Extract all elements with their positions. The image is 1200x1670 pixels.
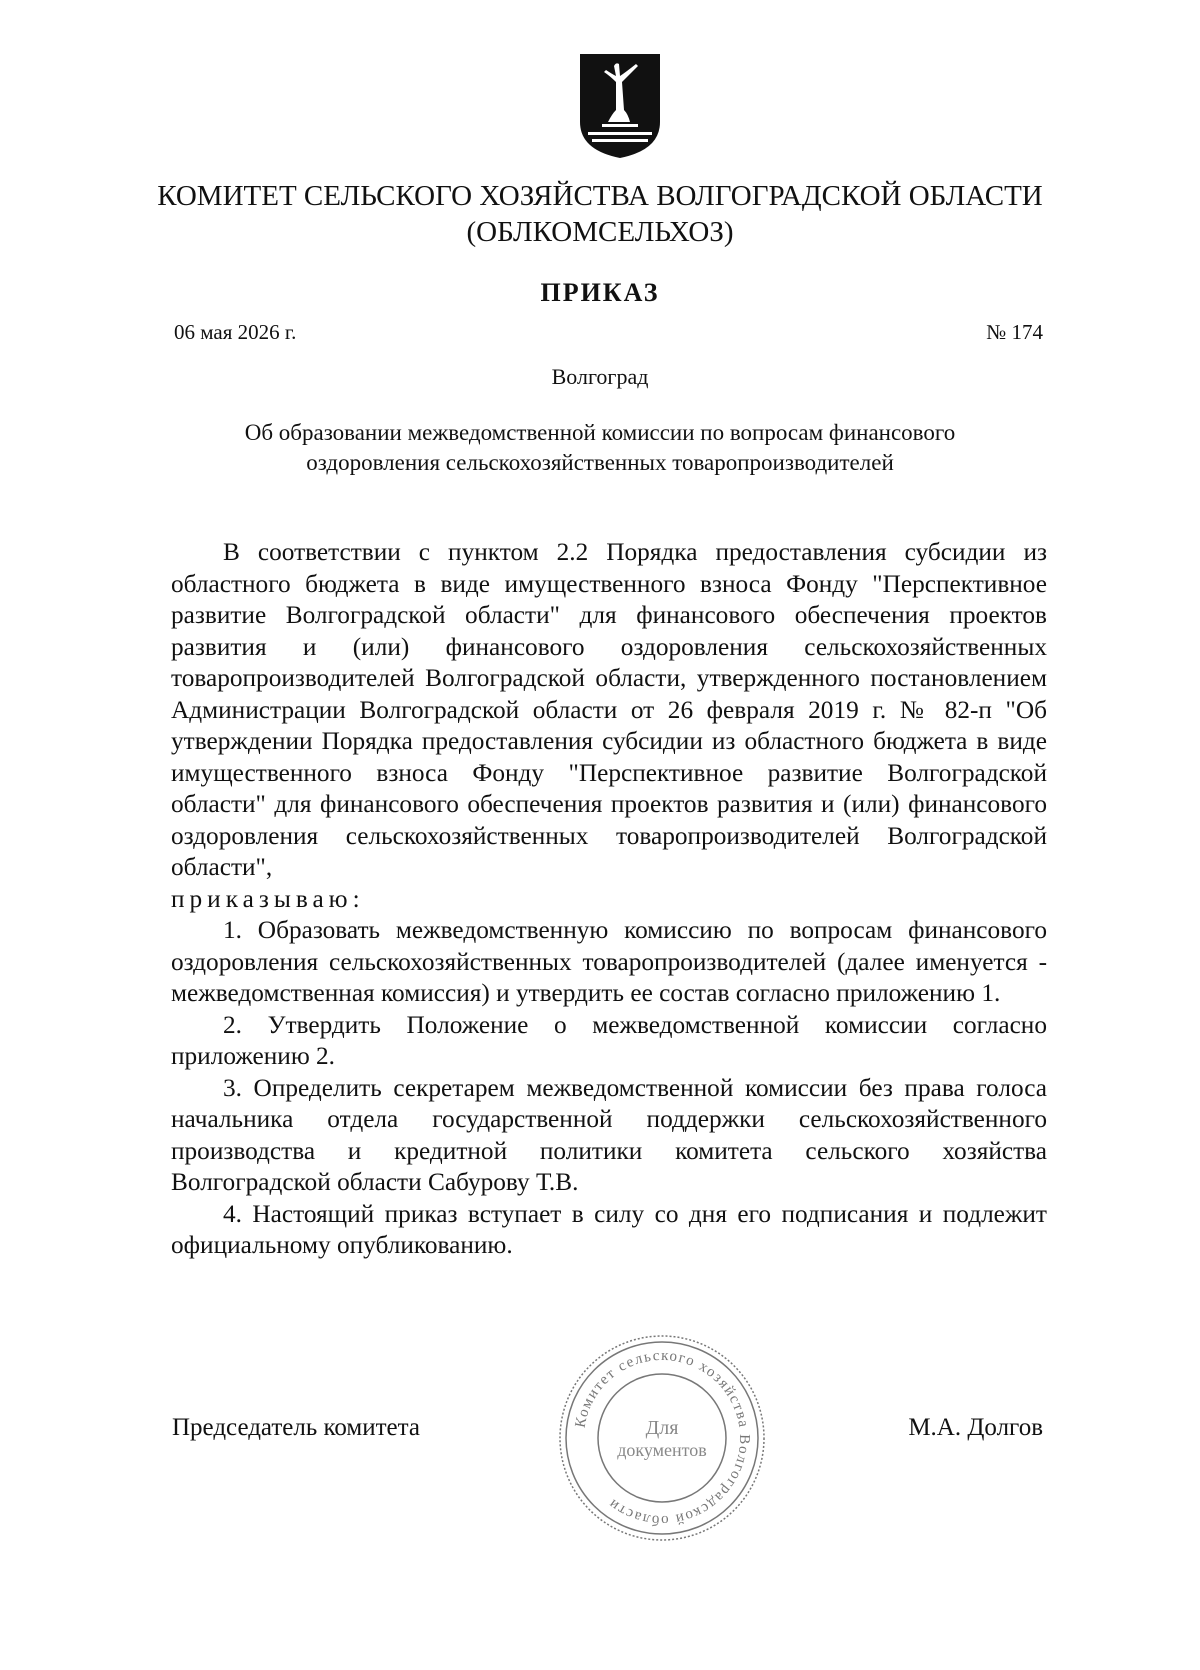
official-stamp (556, 1332, 768, 1544)
document-number: № 174 (986, 320, 1043, 344)
document-type-title: ПРИКАЗ (540, 278, 660, 307)
document-city: Волгоград (551, 364, 649, 389)
signatory-position: Председатель комитета (172, 1414, 420, 1441)
order-item-2: 2. Утвердить Положение о межведомственной комиссии согласно приложению 2. (171, 1010, 1047, 1070)
order-word: приказываю: (171, 884, 365, 913)
order-item-3: 3. Определить секретарем межведомственной комиссии без права голоса начальника отдела государственной поддержки сельскохозяйственного производства и кредитной политики комитета сельского хозяйства Волгоградской области Сабурову Т.В. (171, 1073, 1047, 1196)
stamp-ring-text: Комитет сельского хозяйства Волгоградской области (572, 1347, 753, 1529)
coat-of-arms-icon (578, 52, 662, 160)
subject-line-2: оздоровления сельскохозяйственных товаропроизводителей (306, 450, 894, 475)
organization-name: КОМИТЕТ СЕЛЬСКОГО ХОЗЯЙСТВА ВОЛГОГРАДСКОЙ ОБЛАСТИ (157, 180, 1043, 212)
stamp-center-line-2: документов (617, 1440, 707, 1460)
order-item-1: 1. Образовать межведомственную комиссию по вопросам финансового оздоровления сельскохозяйственных товаропроизводителей (далее именуется - межведомственная комиссия) и утвердить ее состав согласно приложению 1. (171, 916, 1047, 1007)
document-body (171, 537, 1047, 1262)
document-date: 06 мая 2026 г. (174, 320, 297, 344)
document-subject (150, 418, 1050, 478)
signatory-name: М.А. Долгов (908, 1414, 1043, 1441)
preamble-paragraph: В соответствии с пунктом 2.2 Порядка предоставления субсидии из областного бюджета в виде имущественного взноса Фонду "Перспективное развитие Волгоградской области" для финансового обеспечения проектов развития и (или) финансового оздоровления сельскохозяйственных товаропроизводителей Волгоградской области, утвержденного постановлением Администрации Волгоградской области от 26 февраля 2019 г. № 82-п "Об утверждении Порядка предоставления субсидии из областного бюджета в виде имущественного взноса Фонду "Перспективное развитие Волгоградской области" для финансового обеспечения проектов развития и (или) финансового оздоровления сельскохозяйственных товаропроизводителей Волгоградской области", (171, 538, 1047, 881)
organization-abbreviation: (ОБЛКОМСЕЛЬХОЗ) (466, 216, 734, 248)
subject-line-1: Об образовании межведомственной комиссии по вопросам финансового (244, 420, 956, 445)
order-item-4: 4. Настоящий приказ вступает в силу со дня его подписания и подлежит официальному опубликованию. (171, 1199, 1047, 1259)
stamp-center-line-1: Для (645, 1417, 679, 1439)
